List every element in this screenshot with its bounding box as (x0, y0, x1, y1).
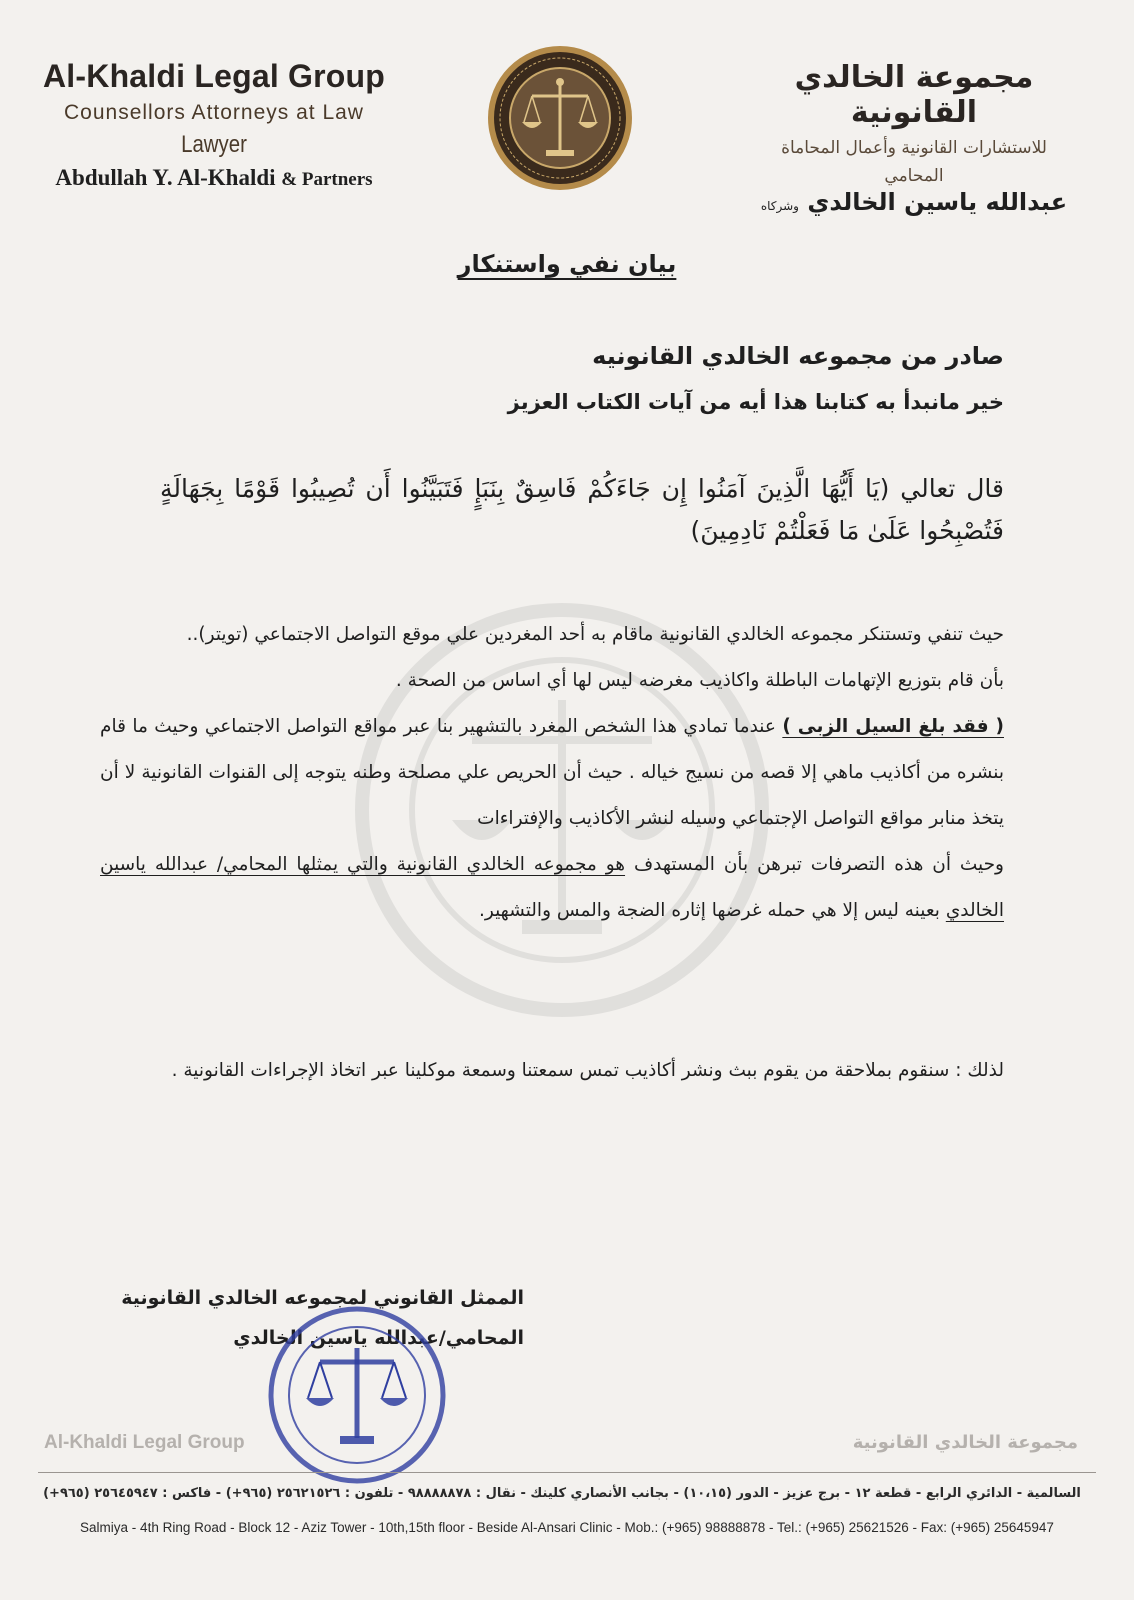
issuer-line: صادر من مجموعه الخالدي القانونيه (592, 342, 1004, 370)
lawyer-name-en (34, 165, 394, 191)
statement-target-text: هو مجموعه الخالدي القانونية والتي يمثلها المحامي/ عبدالله ياسين الخالدي (100, 854, 1004, 921)
lawyer-name-ar (734, 188, 1094, 216)
document-title: بيان نفي واستنكار (457, 250, 677, 278)
partners-label-en: & Partners (281, 169, 373, 190)
statement-sentence-4a: وحيث أن هذه التصرفات تبرهن بأن المستهدف (633, 854, 1004, 875)
quran-verse: قال تعالي (يَا أَيُّهَا الَّذِينَ آمَنُوا إِن جَاءَكُمْ فَاسِقٌ بِنَبَإٍ فَتَبَيَّنُوا أَن تُصِيبُوا قَوْمًا بِجَهَالَةٍ فَتُصْبِحُوا عَلَىٰ مَا فَعَلْتُمْ نَادِمِينَ) (160, 474, 1004, 545)
footer-brand-ar: مجموعة الخالدي القانونية (852, 1432, 1078, 1453)
lawyer-person-en: Abdullah Y. Al-Khaldi (55, 165, 276, 190)
footer-address-ar: السالمية - الدائري الرابع - قطعة ١٢ - برج عزيز - الدور (١٠،١٥) - بجانب الأنصاري كلينك - نقال : ٩٨٨٨٨٨٧٨ - تلفون : ٢٥٦٢١٥٢٦ (٩٦٥+) - فاكس : ٢٥٦٤٥٩٤٧ (٩٦٥+) (43, 1486, 1081, 1501)
footer-address-en: Salmiya - 4th Ring Road - Block 12 - Aziz Tower - 10th,15th floor - Beside Al-Ansari Clinic - Mob.: (+965) 98888878 - Tel.: (+965) 25621526 - Fax: (+965) 25645947 (80, 1520, 1054, 1535)
signature-line-2: المحامي/عبدالله ياسين الخالدي (233, 1327, 524, 1349)
header-arabic (734, 60, 1094, 216)
statement-paragraph (100, 612, 1004, 934)
scales-of-justice-seal-icon (486, 44, 634, 192)
conclusion-paragraph: لذلك : سنقوم بملاحقة من يقوم ببث ونشر أكاذيب تمس سمعتنا وسمعة موكلينا عبر اتخاذ الإجراءات القانونية . (171, 1060, 1004, 1081)
proverb-text: ( فقد بلغ السيل الزبى ) (782, 716, 1004, 737)
firm-subtitle-ar: للاستشارات القانونية وأعمال المحاماة (781, 138, 1047, 158)
lawyer-label-en: Lawyer (181, 131, 247, 158)
footer-divider (38, 1472, 1096, 1473)
partners-label-ar: وشركاه (760, 199, 799, 213)
statement-sentence-3: عندما تمادي هذا الشخص المغرد بالتشهير بنا عبر مواقع التواصل الاجتماعي وحيث ما قام بنشره من أكاذيب ماهي إلا قصه من نسيج خياله . حيث أن الحريص علي مصلحة وطنه يتوجه إلى القنوات القانونية لا أن يتخذ منابر مواقع التواصل الإجتماعي وسيله لنشر الأكاذيب والإفتراءات (100, 716, 1004, 829)
firm-subtitle-en: Counsellors Attorneys at Law (64, 101, 364, 124)
signature-line-1: الممثل القانوني لمجموعه الخالدي القانونية (121, 1287, 524, 1309)
footer-brand-en: Al-Khaldi Legal Group (44, 1432, 245, 1453)
firm-name-en: Al-Khaldi Legal Group (43, 58, 385, 94)
blue-scales-stamp-icon (262, 1300, 452, 1490)
header-english (34, 58, 394, 191)
lawyer-person-ar: عبدالله ياسين الخالدي (807, 188, 1068, 216)
statement-sentence-1: حيث تنفي وتستنكر مجموعه الخالدي القانونية ماقام به أحد المغردين علي موقع التواصل الاجتماعي (تويتر).. (186, 624, 1004, 645)
firm-name-ar: مجموعة الخالدي القانونية (794, 60, 1034, 130)
statement-sentence-4c: بعينه ليس إلا هي حمله غرضها إثاره الضجة والمس والتشهير. (479, 900, 940, 921)
lawyer-label-ar: المحامي (884, 166, 944, 186)
statement-sentence-2: بأن قام بتوزيع الإتهامات الباطلة واكاذيب مغرضه ليس لها أي اساس من الصحة . (395, 670, 1004, 691)
intro-line: خير مانبدأ به كتابنا هذا أيه من آيات الكتاب العزيز (507, 390, 1004, 414)
